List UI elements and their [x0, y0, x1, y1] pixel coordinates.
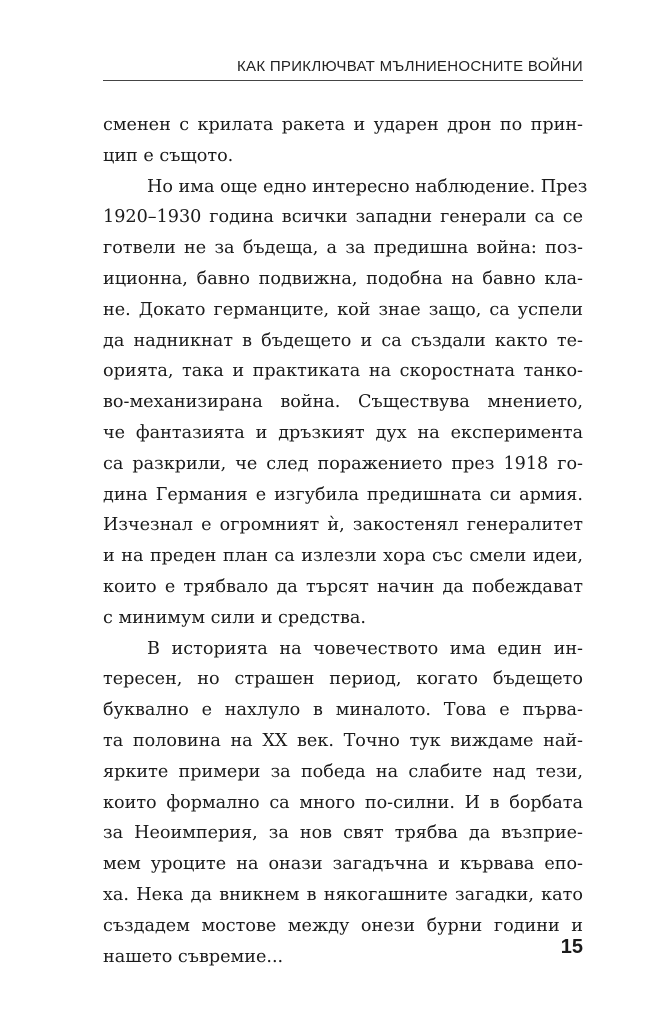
text-line: ха. Нека да вникнем в някогашните загадки, като: [103, 884, 583, 905]
text-line: са разкрили, че след поражението през 1918 го-: [103, 453, 583, 474]
text-line: Изчезнал е огромният ѝ, закостенял генералитет: [103, 515, 583, 536]
text-line: които формално са много по-силни. И в борбата: [103, 792, 583, 813]
text-line: дина Германия е изгубила предишната си армия.: [103, 484, 583, 505]
text-line: за Неоимперия, за нов свят трябва да възприе-: [103, 823, 583, 844]
paragraph-first-line: Но има още едно интересно наблюдение. През: [147, 176, 588, 197]
text-line: създадем мостове между онези бурни години и: [103, 915, 583, 936]
text-line: иционна, бавно подвижна, подобна на бавно кла-: [103, 268, 583, 289]
text-line: и на преден план са излезли хора със смели идеи,: [103, 546, 583, 567]
text-line: орията, така и практиката на скоростната танко-: [103, 361, 583, 382]
text-line: нашето съвремие...: [103, 946, 284, 967]
paragraph-first-line: В историята на човечеството има един ин-: [147, 638, 583, 659]
text-line: да надникнат в бъдещето и са създали както те-: [103, 330, 583, 351]
text-line: готвели не за бъдеща, а за предишна война: поз-: [103, 238, 583, 259]
text-line: не. Докато германците, кой знае защо, са успели: [103, 299, 583, 320]
text-line: тересен, но страшен период, когато бъдещето: [103, 669, 583, 690]
text-line: 1920–1930 година всички западни генерали са се: [103, 207, 583, 228]
body-text: [103, 110, 588, 972]
text-line: та половина на ХХ век. Точно тук виждаме най-: [103, 730, 583, 751]
header-rule: [103, 80, 583, 81]
text-line: буквално е нахлуло в миналото. Това е първа-: [103, 700, 583, 721]
text-line: които е трябвало да търсят начин да побеждават: [103, 576, 583, 597]
page-number: 15: [560, 936, 583, 958]
text-line: сменен с крилата ракета и ударен дрон по прин-: [103, 115, 583, 135]
text-line: цип е същото.: [103, 145, 234, 166]
text-line: с минимум сили и средства.: [103, 607, 366, 628]
running-head: КАК ПРИКЛЮЧВАТ МЪЛНИЕНОСНИТЕ ВОЙНИ: [236, 58, 583, 75]
text-line: во-механизирана война. Съществува мнението,: [103, 392, 583, 413]
text-line: мем уроците на онази загадъчна и кървава епо-: [103, 854, 583, 875]
text-line: че фантазията и дръзкият дух на експеримента: [103, 422, 583, 443]
text-line: ярките примери за победа на слабите над тези,: [103, 761, 583, 782]
